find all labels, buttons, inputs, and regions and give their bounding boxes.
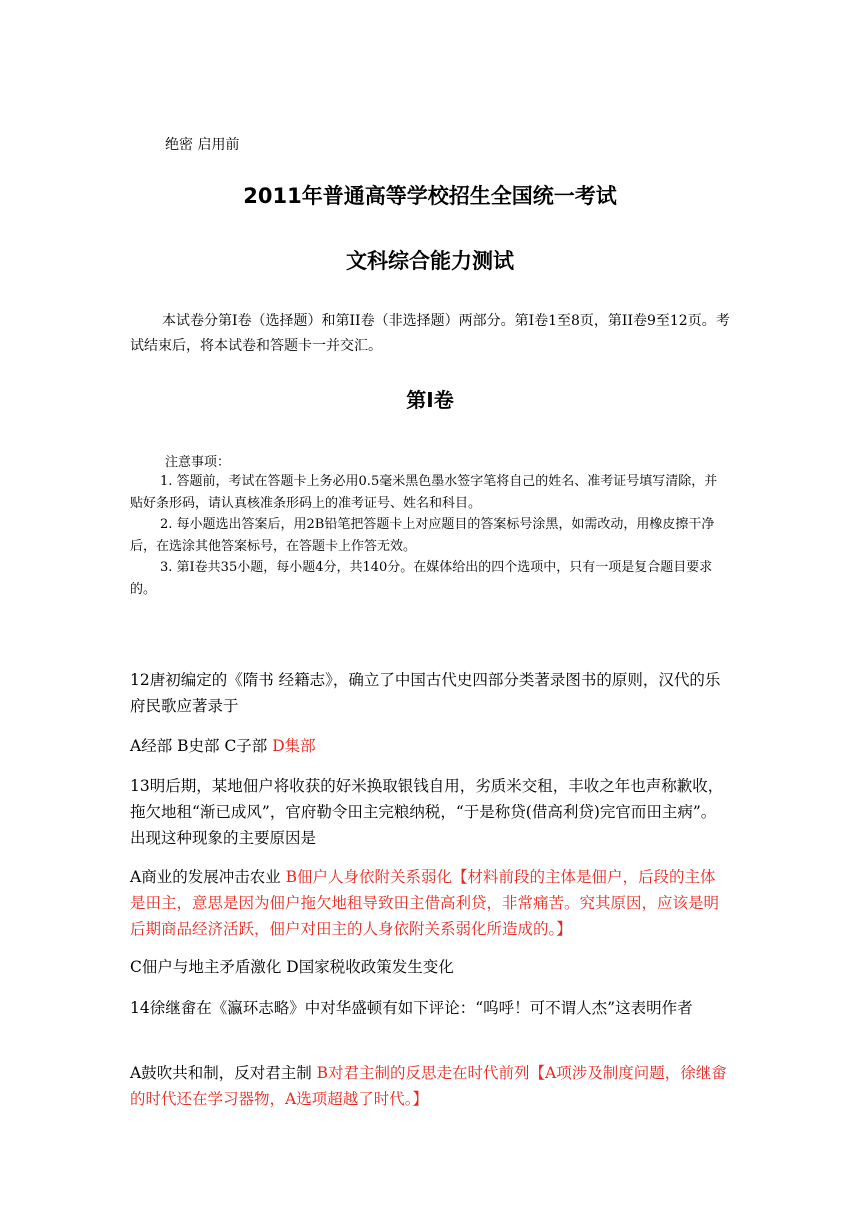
notice-list xyxy=(130,471,730,600)
question-12-options-abc: A经部 B史部 C子部 xyxy=(130,737,273,755)
question-13-options-ab xyxy=(130,864,730,942)
question-12-options xyxy=(130,733,730,759)
question-12-stem: 12唐初编定的《隋书 经籍志》，确立了中国古代史四部分类著录图书的原则，汉代的乐府民歌应著录于 xyxy=(130,671,721,715)
notice-item: 2. 每小题选出答案后，用2B铅笔把答题卡上对应题目的答案标号涂黑，如需改动，用橡皮擦干净后，在选涂其他答案标号，在答题卡上作答无效。 xyxy=(130,517,715,554)
intro-paragraph: 本试卷分第Ⅰ卷（选择题）和第II卷（非选择题）两部分。第Ⅰ卷1至8页，第II卷9至12页。考试结束后，将本试卷和答题卡一并交汇。 xyxy=(130,313,730,354)
question-14-options xyxy=(130,1060,730,1112)
question-14-stem: 14徐继畲在《瀛环志略》中对华盛顿有如下评论：“呜呼！可不谓人杰”这表明作者 xyxy=(130,999,693,1017)
question-13-option-a: A商业的发展冲击农业 xyxy=(130,868,286,886)
question-12-answer: D集部 xyxy=(272,737,316,755)
question-13-options-cd: C佃户与地主矛盾激化 D国家税收政策发生变化 xyxy=(130,958,454,976)
volume-heading: 第Ⅰ卷 xyxy=(406,388,454,412)
notice-item: 1. 答题前，考试在答题卡上务必用0.5毫米黑色墨水签字笔将自己的姓名、准考证号填写清除，并贴好条形码，请认真核准条形码上的准考证号、姓名和科目。 xyxy=(130,474,718,511)
notice-heading: 注意事项： xyxy=(165,455,231,470)
confidential-label: 绝密 启用前 xyxy=(165,137,240,153)
exam-subtitle: 文科综合能力测试 xyxy=(346,249,514,273)
question-13-answer: B佃户人身依附关系弱化【材料前段的主体是佃户，后段的主体是田主，意思是因为佃户拖欠地租导致田主借高利贷，非常痛苦。究其原因，应该是明后期商品经济活跃，佃户对田主的人身依附关系弱化所造成的。】 xyxy=(130,868,720,938)
exam-title: 2011年普通高等学校招生全国统一考试 xyxy=(243,184,617,208)
question-13-stem: 13明后期，某地佃户将收获的好米换取银钱自用，劣质米交租，丰收之年也声称歉收，拖欠地租“渐已成风”，官府勒令田主完粮纳税，“于是称贷(借高利贷)完官而田主病”。出现这种现象的主要原因是 xyxy=(130,777,724,847)
question-14-answer: B对君主制的反思走在时代前列【A项涉及制度问题，徐继畲的时代还在学习器物，A选项超越了时代。】 xyxy=(130,1064,727,1108)
notice-item: 3. 第Ⅰ卷共35小题，每小题4分，共140分。在媒体给出的四个选项中，只有一项是复合题目要求的。 xyxy=(130,560,713,597)
question-14-option-a: A鼓吹共和制，反对君主制 xyxy=(130,1064,317,1082)
